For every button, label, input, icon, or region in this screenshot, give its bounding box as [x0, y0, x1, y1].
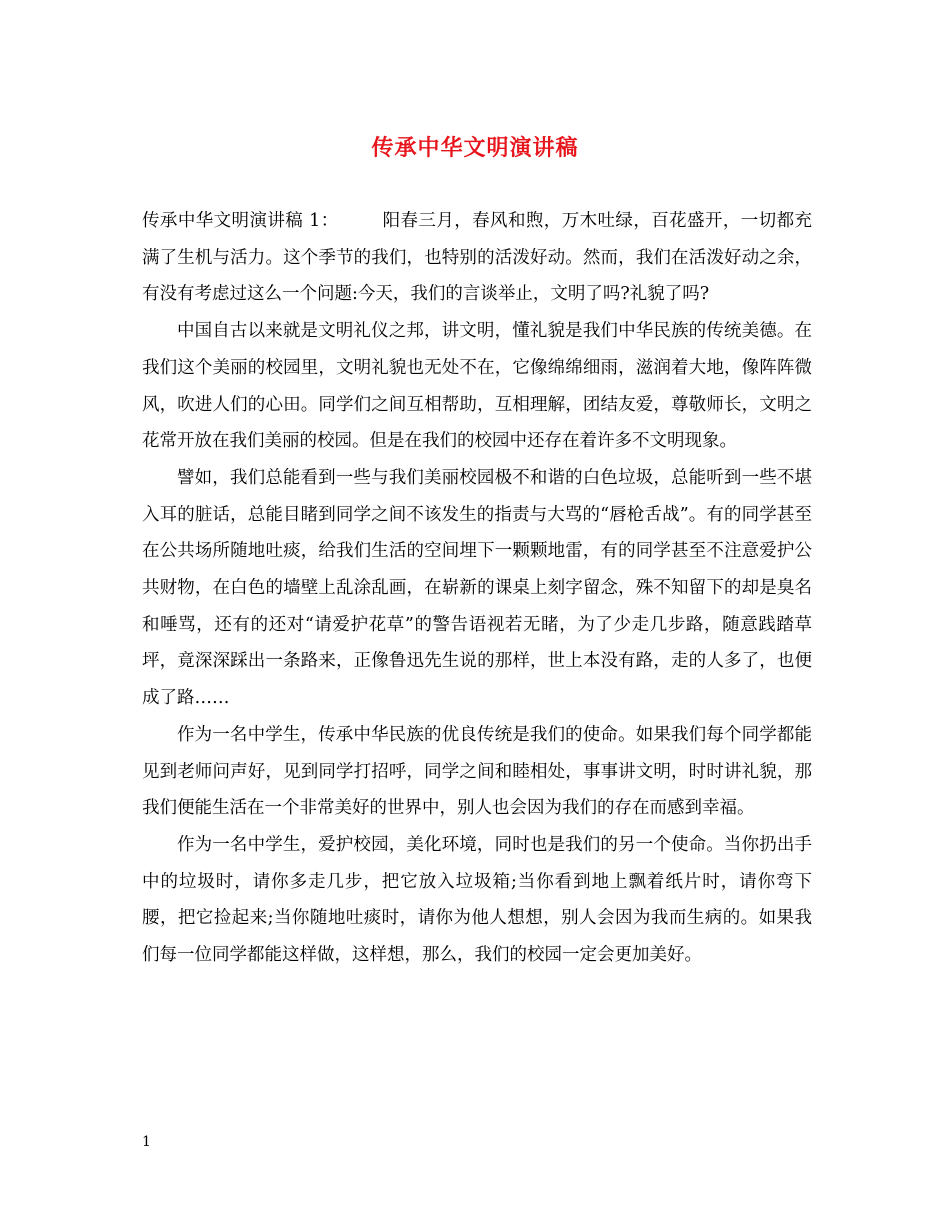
paragraph-1	[142, 203, 812, 313]
speech-lead-label: 传承中华文明演讲稿 1：	[142, 211, 339, 231]
document-title: 传承中华文明演讲稿	[371, 135, 579, 161]
paragraph-4: 作为一名中学生，传承中华民族的优良传统是我们的使命。如果我们每个同学都能见到老师问声好，见到同学打招呼，同学之间和睦相处，事事讲文明，时时讲礼貌，那我们便能生活在一个非常美好的世界中，别人也会因为我们的存在而感到幸福。	[142, 724, 812, 819]
paragraph-1-text: 阳春三月，春风和煦，万木吐绿，百花盛开，一切都充满了生机与活力。这个季节的我们，也特别的活泼好动。然而，我们在活泼好动之余，有没有考虑过这么一个问题:今天，我们的言谈举止，文明了吗?礼貌了吗?	[142, 211, 813, 305]
paragraph-2: 中国自古以来就是文明礼仪之邦，讲文明，懂礼貌是我们中华民族的传统美德。在我们这个美丽的校园里，文明礼貌也无处不在，它像绵绵细雨，滋润着大地，像阵阵微风，吹进人们的心田。同学们之间互相帮助，互相理解，团结友爱，尊敬师长，文明之花常开放在我们美丽的校园。但是在我们的校园中还存在着许多不文明现象。	[142, 321, 812, 452]
paragraph-3: 譬如，我们总能看到一些与我们美丽校园极不和谐的白色垃圾，总能听到一些不堪入耳的脏话，总能目睹到同学之间不该发生的指责与大骂的“唇枪舌战”。有的同学甚至在公共场所随地吐痰，给我们生活的空间埋下一颗颗地雷，有的同学甚至不注意爱护公共财物，在白色的墙壁上乱涂乱画，在崭新的课桌上刻字留念，殊不知留下的却是臭名和唾骂，还有的还对“请爱护花草”的警告语视若无睹，为了少走几步路，随意践踏草坪，竟深深踩出一条路来，正像鲁迅先生说的那样，世上本没有路，走的人多了，也便成了路……	[142, 467, 812, 709]
paragraph-5: 作为一名中学生，爱护校园，美化环境，同时也是我们的另一个使命。当你扔出手中的垃圾时，请你多走几步，把它放入垃圾箱;当你看到地上飘着纸片时，请你弯下腰，把它捡起来;当你随地吐痰时，请你为他人想想，别人会因为我而生病的。如果我们每一位同学都能这样做，这样想，那么，我们的校园一定会更加美好。	[142, 834, 812, 966]
document-body	[142, 203, 812, 974]
page-number: 1	[142, 1134, 151, 1150]
